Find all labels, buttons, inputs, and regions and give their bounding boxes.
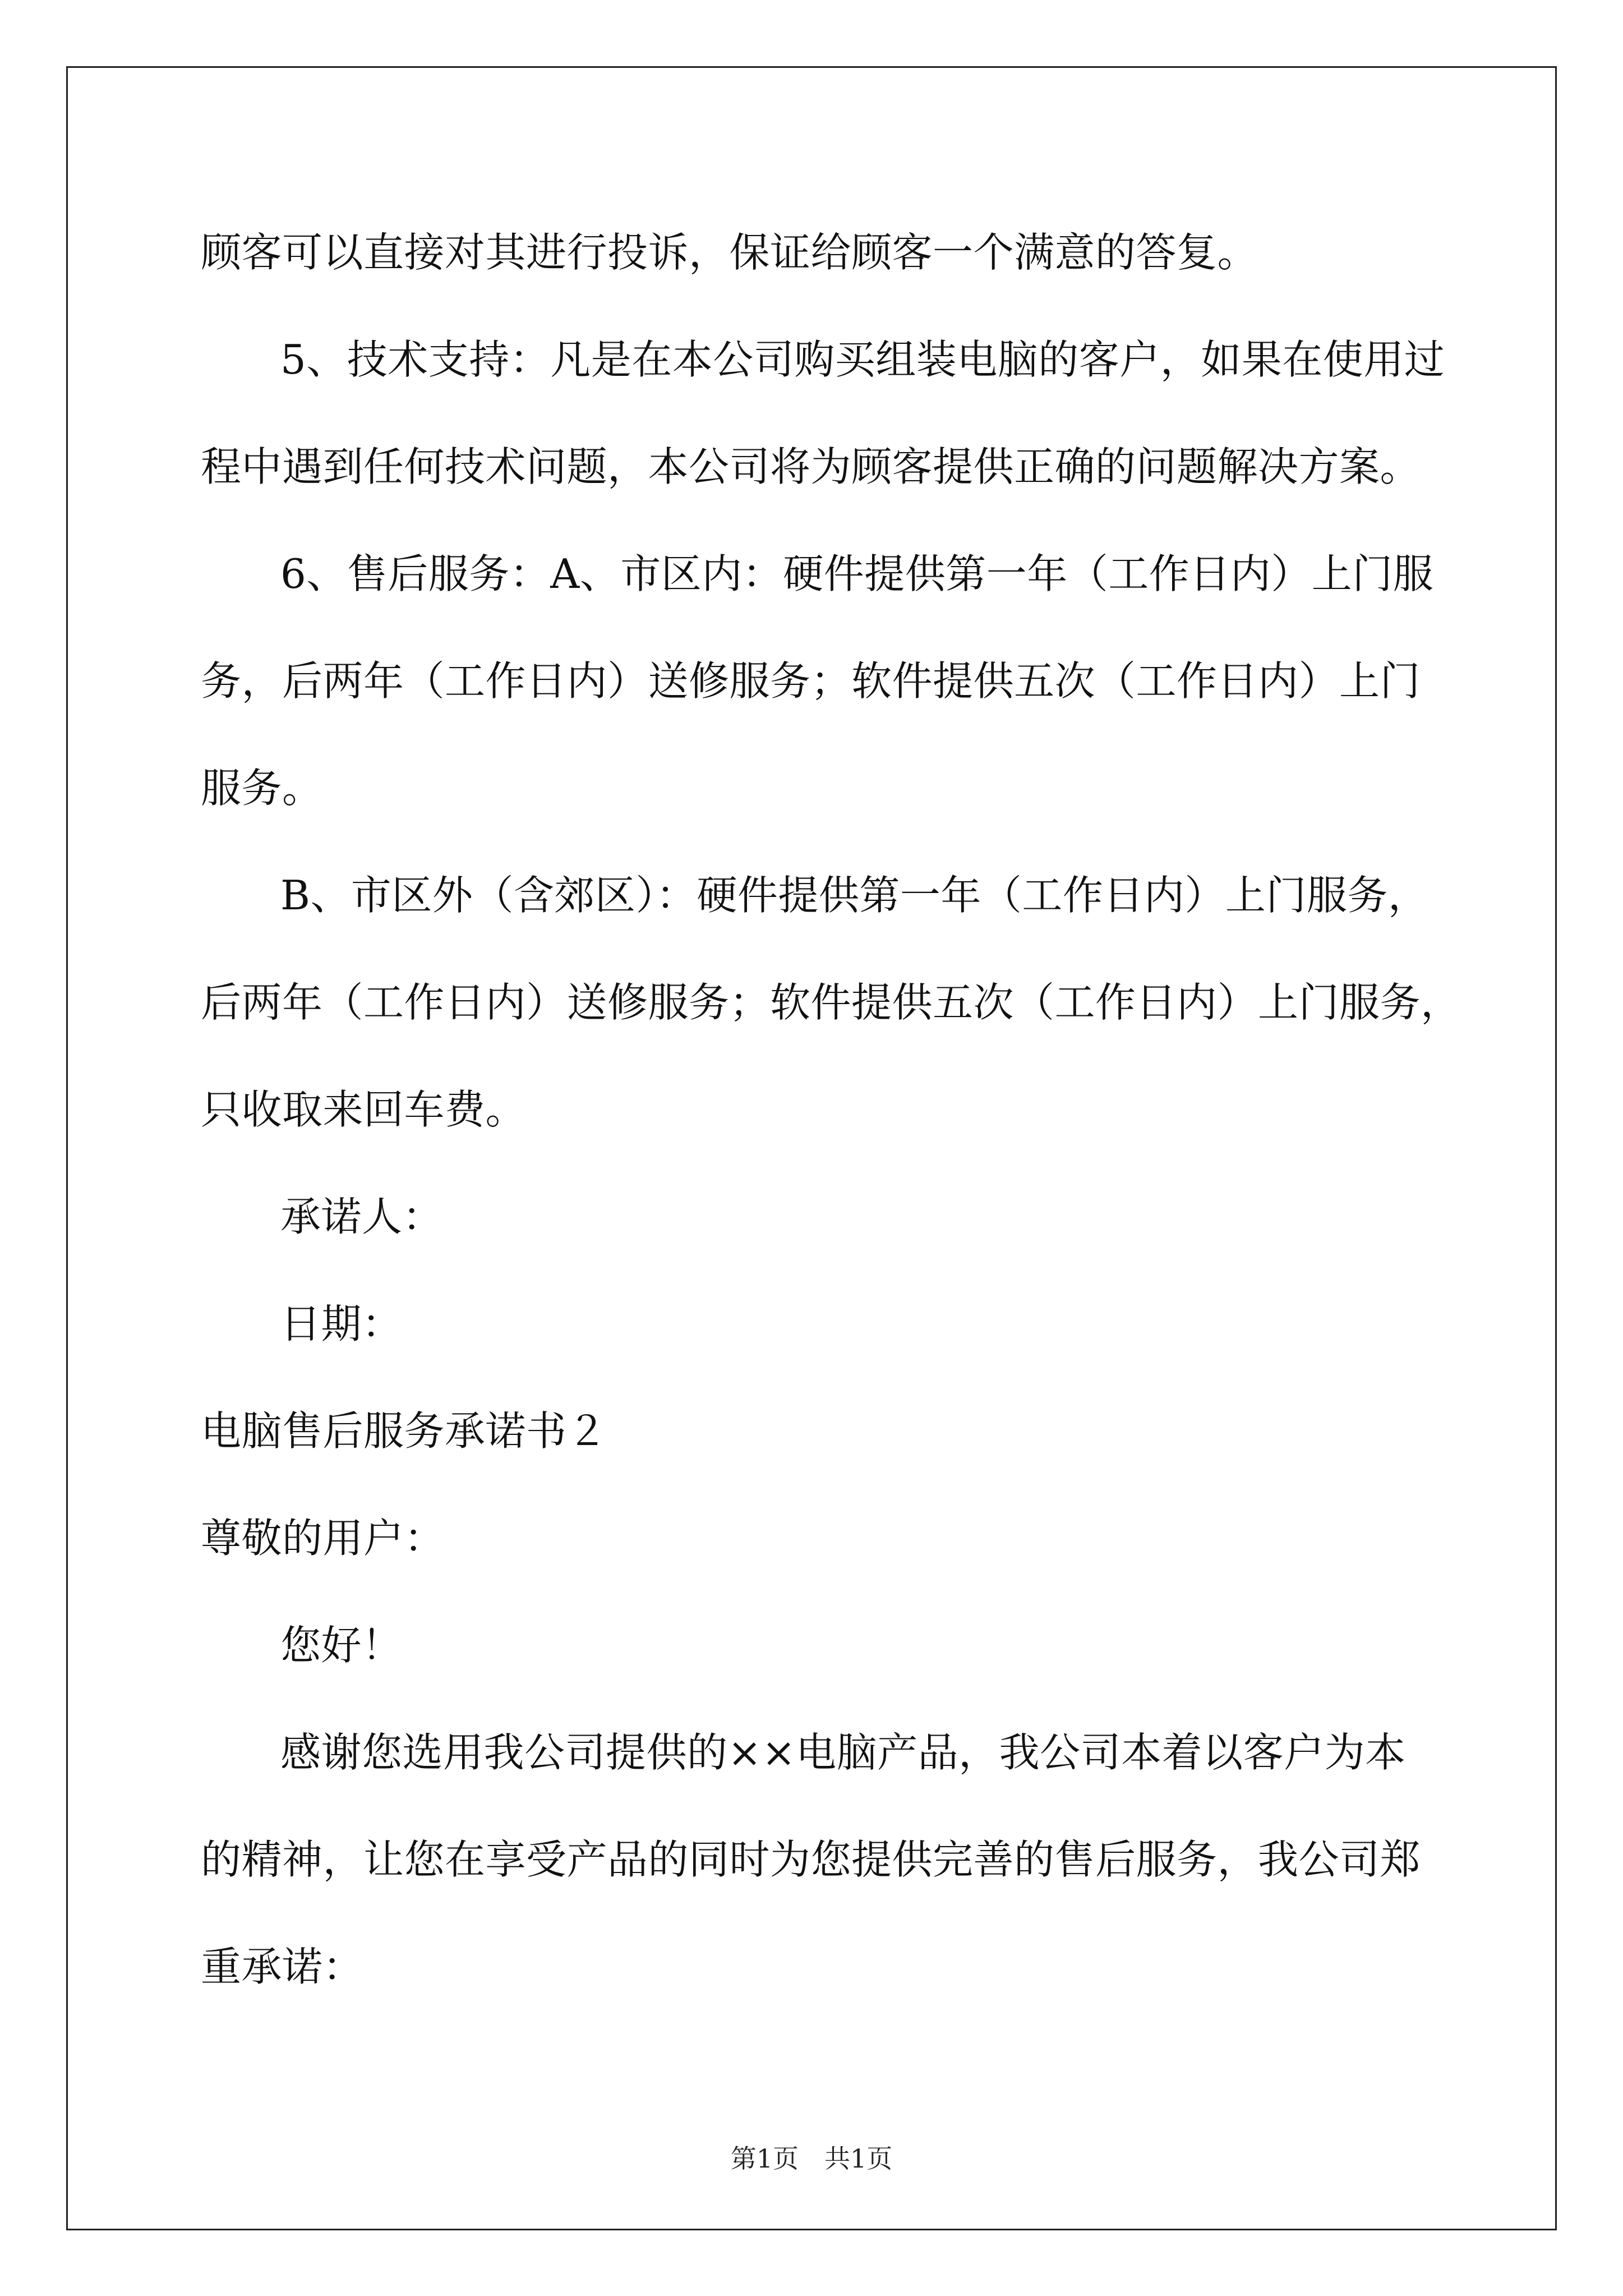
paragraph-line: 服务。 — [201, 765, 323, 812]
paragraph-line: 6、售后服务：A、市区内：硬件提供第一年（工作日内）上门服 — [280, 550, 1434, 597]
section-title: 电脑售后服务承诺书２ — [201, 1407, 608, 1455]
date-label: 日期： — [280, 1300, 403, 1347]
paragraph-line: B、市区外（含郊区）：硬件提供第一年（工作日内）上门服务， — [280, 872, 1429, 919]
paragraph-line: 的精神，让您在享受产品的同时为您提供完善的售后服务，我公司郑 — [201, 1836, 1421, 1883]
greeting: 您好！ — [280, 1622, 403, 1669]
paragraph-line: 后两年（工作日内）送修服务；软件提供五次（工作日内）上门服务， — [201, 979, 1461, 1026]
page-number: 第1页 共1页 — [730, 2143, 893, 2174]
page-border — [66, 66, 1557, 2230]
paragraph-line: 5、技术支持：凡是在本公司购买组装电脑的客户，如果在使用过 — [280, 336, 1445, 383]
salutation: 尊敬的用户： — [201, 1515, 445, 1562]
paragraph-line: 务，后两年（工作日内）送修服务；软件提供五次（工作日内）上门 — [201, 657, 1421, 705]
paragraph-line: 重承诺： — [201, 1943, 364, 1990]
paragraph-line: 感谢您选用我公司提供的××电脑产品，我公司本着以客户为本 — [280, 1729, 1406, 1776]
signatory-label: 承诺人： — [280, 1193, 444, 1240]
paragraph-line: 程中遇到任何技术问题，本公司将为顾客提供正确的问题解决方案。 — [201, 443, 1421, 490]
paragraph-line: 顾客可以直接对其进行投诉，保证给顾客一个满意的答复。 — [201, 229, 1258, 276]
paragraph-line: 只收取来回车费。 — [201, 1086, 527, 1133]
